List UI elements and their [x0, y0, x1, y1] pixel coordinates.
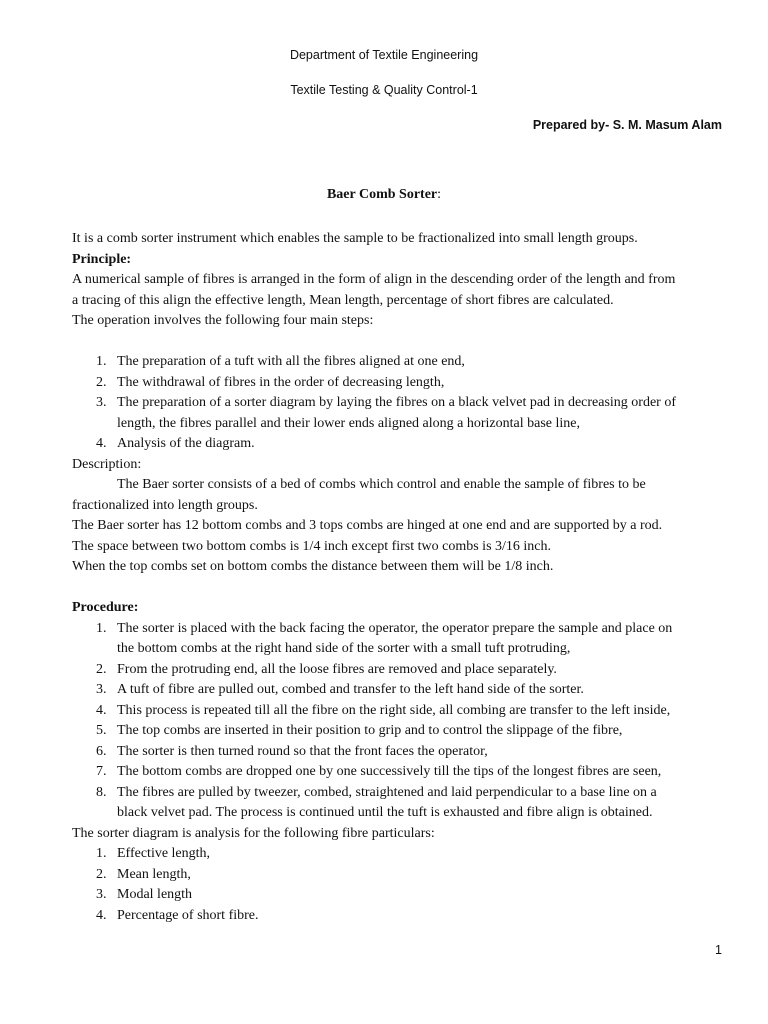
analysis-item [72, 906, 732, 927]
analysis-text: Mean length, [117, 866, 191, 882]
step-item [72, 393, 732, 434]
step-text: length, the fibres parallel and their lower ends aligned along a horizontal base line, [117, 415, 581, 431]
principle-line: A numerical sample of fibres is arranged in the form of align in the descending order of the length and from [72, 272, 676, 287]
list-number: 6. [96, 743, 107, 759]
list-number: 7. [96, 764, 107, 779]
procedure-text: black velvet pad. The process is continued until the tuft is exhausted and fibre align is obtained. [117, 805, 653, 820]
description-line: When the top combs set on bottom combs the distance between them will be 1/8 inch. [72, 559, 554, 574]
prepared-by: Prepared by- S. M. Masum Alam [532, 118, 722, 132]
procedure-heading: Procedure: [72, 600, 139, 615]
description-line: The space between two bottom combs is 1/4 inch except first two combs is 3/16 inch. [72, 538, 552, 554]
step-text: The withdrawal of fibres in the order of decreasing length, [117, 374, 445, 390]
analysis-list [72, 844, 732, 926]
step-item [72, 373, 732, 394]
list-number: 4. [96, 436, 107, 451]
procedure-text: The top combs are inserted in their position to grip and to control the slippage of the fibre, [117, 723, 623, 738]
list-number: 4. [96, 702, 107, 718]
document-title [0, 187, 768, 203]
procedure-text: The fibres are pulled by tweezer, combed, straightened and laid perpendicular to a base line on a [117, 784, 657, 800]
document-body [72, 229, 732, 926]
description-heading: Description: [72, 456, 142, 472]
procedure-list [72, 619, 732, 824]
analysis-item [72, 844, 732, 865]
course-heading: Textile Testing & Quality Control-1 [290, 83, 478, 97]
title-text: Baer Comb Sorter [326, 187, 438, 202]
list-number: 3. [96, 395, 107, 410]
procedure-item [72, 619, 732, 660]
analysis-text: Effective length, [117, 846, 211, 861]
procedure-text: The sorter is then turned round so that the front faces the operator, [117, 743, 488, 759]
analysis-text: Percentage of short fibre. [117, 907, 259, 923]
step-item [72, 352, 732, 373]
list-number: 3. [96, 682, 107, 697]
procedure-text: The bottom combs are dropped one by one successively till the tips of the longest fibres are seen, [117, 764, 662, 779]
procedure-text: This process is repeated till all the fibre on the right side, all combing are transfer to the left inside, [117, 702, 671, 718]
procedure-text: A tuft of fibre are pulled out, combed and transfer to the left hand side of the sorter. [117, 682, 584, 697]
procedure-item [72, 742, 732, 763]
description-line: fractionalized into length groups. [72, 497, 258, 513]
analysis-text: Modal length [117, 887, 193, 902]
list-number: 2. [96, 374, 107, 390]
step-text: The preparation of a tuft with all the fibres aligned at one end, [117, 354, 465, 369]
procedure-item [72, 762, 732, 783]
list-number: 1. [96, 620, 107, 636]
title-colon: : [437, 187, 442, 202]
list-number: 2. [96, 661, 107, 677]
principle-heading: Principle: [72, 251, 132, 267]
procedure-item [72, 701, 732, 722]
principle-line: a tracing of this align the effective length, Mean length, percentage of short fibres are calculated. [72, 292, 614, 308]
list-number: 5. [96, 723, 107, 738]
procedure-text: From the protruding end, all the loose fibres are removed and place separately. [117, 661, 557, 677]
principle-line: The operation involves the following four main steps: [72, 313, 374, 328]
list-number: 2. [96, 866, 107, 882]
spacer [72, 578, 732, 599]
procedure-item [72, 660, 732, 681]
procedure-text: the bottom combs at the right hand side of the sorter with a small tuft protruding, [117, 641, 571, 656]
step-text: Analysis of the diagram. [117, 436, 255, 451]
list-number: 4. [96, 907, 107, 923]
procedure-item [72, 721, 732, 742]
spacer [72, 332, 732, 353]
analysis-item [72, 885, 732, 906]
description-line: The Baer sorter has 12 bottom combs and 3 tops combs are hinged at one end and are supported by a rod. [72, 518, 663, 533]
procedure-item [72, 680, 732, 701]
procedure-item [72, 783, 732, 824]
analysis-item [72, 865, 732, 886]
list-number: 1. [96, 354, 107, 369]
department-heading: Department of Textile Engineering [289, 48, 479, 62]
steps-list [72, 352, 732, 455]
page-number: 1 [715, 943, 722, 957]
description-line: The Baer sorter consists of a bed of combs which control and enable the sample of fibres to be [117, 477, 646, 492]
list-number: 1. [96, 846, 107, 861]
analysis-intro: The sorter diagram is analysis for the following fibre particulars: [72, 825, 435, 841]
step-item [72, 434, 732, 455]
step-text: The preparation of a sorter diagram by laying the fibres on a black velvet pad in decreasing order of [117, 395, 677, 410]
procedure-text: The sorter is placed with the back facing the operator, the operator prepare the sample and place on [117, 620, 673, 636]
list-number: 3. [96, 887, 107, 902]
intro-paragraph: It is a comb sorter instrument which enables the sample to be fractionalized into small length groups. [72, 231, 638, 246]
list-number: 8. [96, 784, 107, 800]
